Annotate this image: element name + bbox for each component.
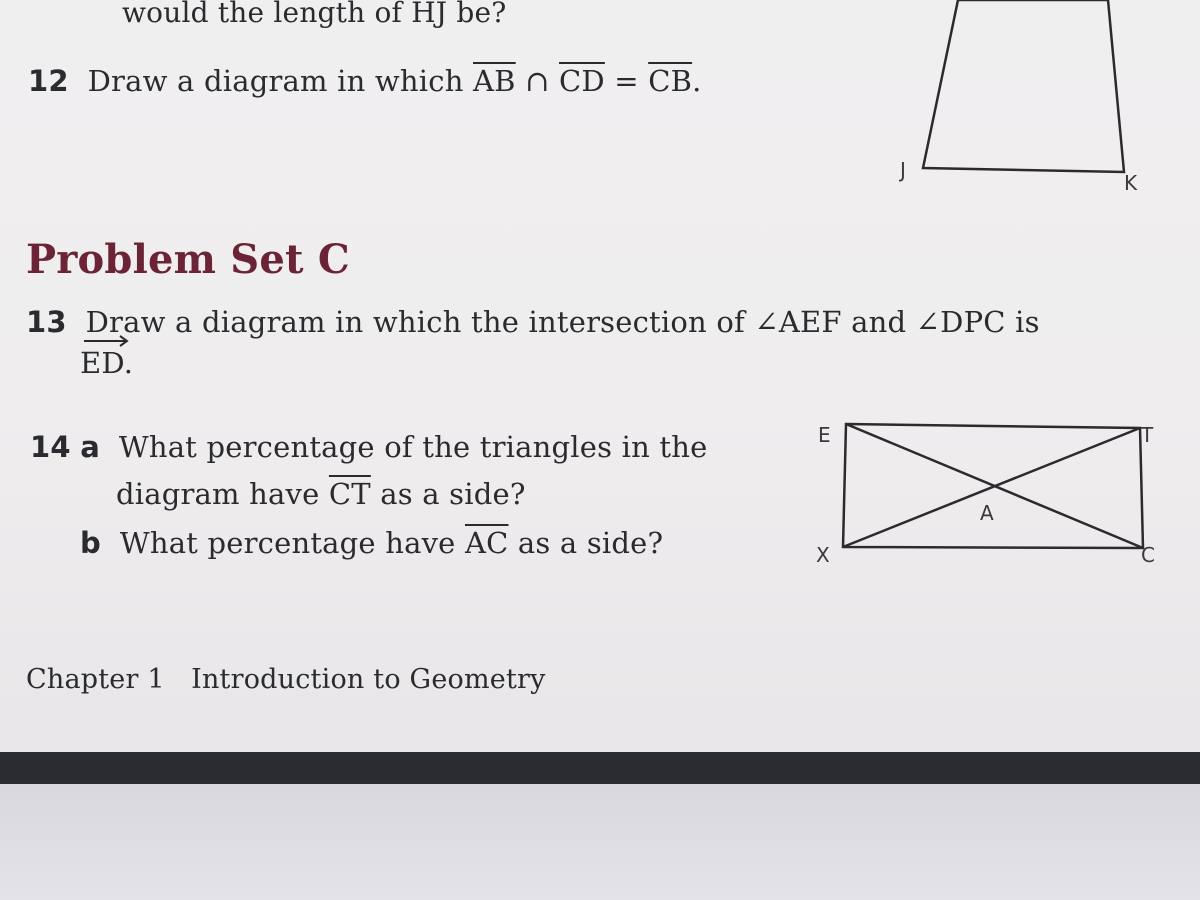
part-letter-b: b xyxy=(80,526,101,560)
segment-ac: $\overline{AC}$ xyxy=(464,526,509,560)
question-number: 12 xyxy=(28,64,69,98)
background-surface xyxy=(0,784,1200,900)
page-edge xyxy=(0,752,1200,784)
period: . xyxy=(123,346,134,380)
question-text: What percentage of the triangles in the xyxy=(118,430,708,464)
intersection-symbol: ∩ xyxy=(515,64,560,98)
question-text-end: as a side? xyxy=(508,526,664,560)
vertex-label-a: A xyxy=(980,501,994,525)
vertex-label-k: K xyxy=(1124,171,1138,195)
question-number: 13 xyxy=(26,305,67,339)
chapter-number: Chapter 1 xyxy=(26,664,165,695)
vertex-label-t: T xyxy=(1141,423,1154,447)
vertex-label-c: C xyxy=(1141,543,1155,567)
line-text: would the length of xyxy=(122,0,412,29)
segment-ab: $\overline{AB}$ xyxy=(473,64,516,98)
question-text: What percentage have xyxy=(119,526,465,560)
segment-hj: $\overline{HJ}$ xyxy=(411,0,448,29)
chapter-footer xyxy=(26,664,546,695)
ray-ed: ED xyxy=(80,346,124,380)
segment-cb: $\overline{CB}$ xyxy=(648,64,693,98)
vertex-label-e: E xyxy=(818,423,831,447)
vertex-label-j: J xyxy=(900,158,906,182)
segment-ct: $\overline{CT}$ xyxy=(328,477,371,511)
question-text-end: as a side? xyxy=(370,477,526,511)
vertex-label-x: X xyxy=(816,543,830,567)
chapter-title: Introduction to Geometry xyxy=(191,664,546,695)
part-letter-a: a xyxy=(80,430,100,464)
segment-cd: $\overline{CD}$ xyxy=(559,64,605,98)
question-text: Draw a diagram in which the intersection of ∠AEF and ∠DPC is xyxy=(85,305,1040,339)
problem-set-title: Problem Set C xyxy=(26,236,350,283)
question-number: 14 xyxy=(30,430,71,464)
equals-sign: = xyxy=(604,64,649,98)
question-text: diagram have xyxy=(116,477,329,511)
question-text: Draw a diagram in which xyxy=(87,64,474,98)
period: . xyxy=(692,64,702,98)
line-text-end: be? xyxy=(447,0,507,29)
